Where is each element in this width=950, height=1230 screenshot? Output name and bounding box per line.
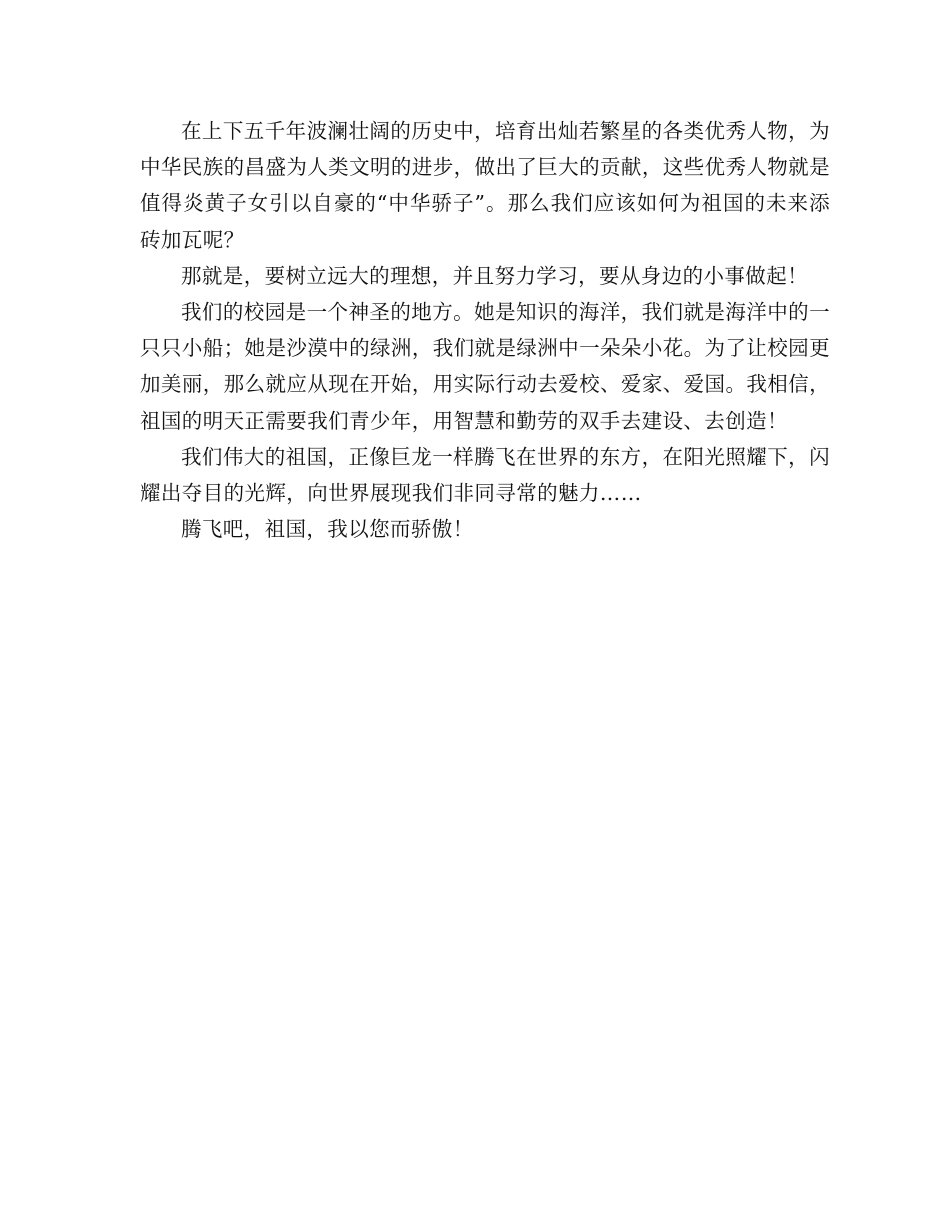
paragraph-1: 在上下五千年波澜壮阔的历史中，培育出灿若繁星的各类优秀人物，为中华民族的昌盛为人类文明的进步，做出了巨大的贡献，这些优秀人物就是值得炎黄子女引以自豪的“中华骄子”。那么我们应该如何为祖国的未来添砖加瓦呢？ (140, 119, 830, 252)
paragraph-2: 那就是，要树立远大的理想，并且努力学习，要从身边的小事做起！ (181, 263, 808, 288)
paragraph-3: 我们的校园是一个神圣的地方。她是知识的海洋，我们就是海洋中的一只只小船；她是沙漠中的绿洲，我们就是绿洲中一朵朵小花。为了让校园更加美丽，那么就应从现在开始，用实际行动去爱校、爱家、爱国。我相信，祖国的明天正需要我们青少年，用智慧和勤劳的双手去建设、去创造！ (140, 300, 830, 433)
document-body (140, 113, 830, 547)
paragraph-5: 腾飞吧，祖国，我以您而骄傲！ (181, 517, 474, 542)
paragraph-4: 我们伟大的祖国，正像巨龙一样腾飞在世界的东方，在阳光照耀下，闪耀出夺目的光辉，向世界展现我们非同寻常的魅力…… (140, 444, 830, 506)
